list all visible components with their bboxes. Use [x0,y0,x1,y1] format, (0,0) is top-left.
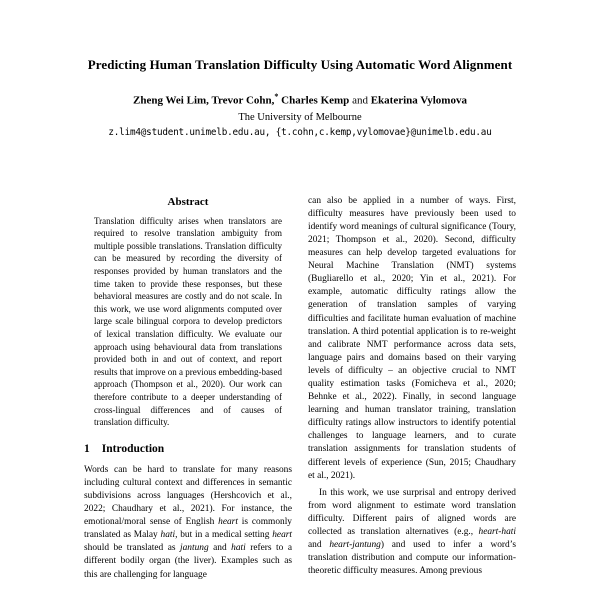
abstract-section [84,195,292,429]
paper-title: Predicting Human Translation Difficulty Using Automatic Word Alignment [87,57,513,72]
two-column-body [0,195,600,582]
section-number: 1 [84,442,90,455]
left-column [84,195,292,582]
author-emails: z.lim4@student.unimelb.edu.au, {t.cohn,c.kemp,vylomovae}@unimelb.edu.au [108,126,492,138]
right-column-paragraph-2: In this work, we use surprisal and entropy derived from word alignment to estimate word translation difficulty. Different pairs of aligned words are collected as translation alternatives (e.g., heart-hati and heart-jantung) and used to infer a word’s translation distribution and compute our information-theoretic difficulty measures. Among previous [308,487,516,577]
abstract-text: Translation difficulty arises when translators are required to resolve translation ambiguity from multiple possible translations. Translation difficulty can be measured by recording the diversity of responses provided by human translators and the time taken to provide these responses, but these behavioral measures are costly and do not scale. In this work, we use word alignments computed over large scale bilingual corpora to develop predictors of lexical translation difficulty. We evaluate our approach using behavioural data from translations provided both in and out of context, and report results that improve on a previous embedding-based approach (Thompson et al., 2020). Our work can therefore contribute to a deeper understanding of cross-lingual differences and of causes of translation difficulty. [94,215,282,428]
right-column [308,195,516,582]
title-block [0,0,600,139]
section-title: Introduction [101,442,165,455]
affiliation: The University of Melbourne [238,111,362,123]
authors-line: Zheng Wei Lim, Trevor Cohn,* Charles Kemp and Ekaterina Vylomova [133,92,467,107]
abstract-heading: Abstract [167,195,209,208]
introduction-paragraph-1: Words can be hard to translate for many reasons including cultural context and differences in semantic subdivisions across languages (Hershcovich et al., 2022; Chaudhary et al., 2021). For instance, the emotional/moral sense of English heart is commonly translated as Malay hati, but in a medical setting heart should be translated as jantung and hati refers to a different bodily organ (the liver). Examples such as this are challenging for language [84,464,293,580]
section-heading-introduction [84,442,292,456]
right-column-paragraph-1: can also be applied in a number of ways. First, difficulty measures have previously been used to identify word meanings of cultural significance (Toury, 2021; Thompson et al., 2020). Second, difficulty measures can help develop targeted evaluations for Neural Machine Translation (NMT) systems (Bugliarello et al., 2020; Yin et al., 2021). For example, automatic difficulty ratings allow the generation of translation samples of varying difficulties and facilitate human evaluation of machine translation. A third potential application is to re-weight and calibrate NMT performance across data sets, language pairs and domains based on their varying levels of difficulty – an objective crucial to NMT quality estimation tasks (Fomicheva et al., 2020; Behnke et al., 2022). Finally, in second language learning and human translator training, translation difficulty ratings allow instructors to identify potential challenges to language learners, and to curate translation assignments for translation students of different levels of experience (Sun, 2015; Chaudhary et al., 2021). [308,195,516,481]
